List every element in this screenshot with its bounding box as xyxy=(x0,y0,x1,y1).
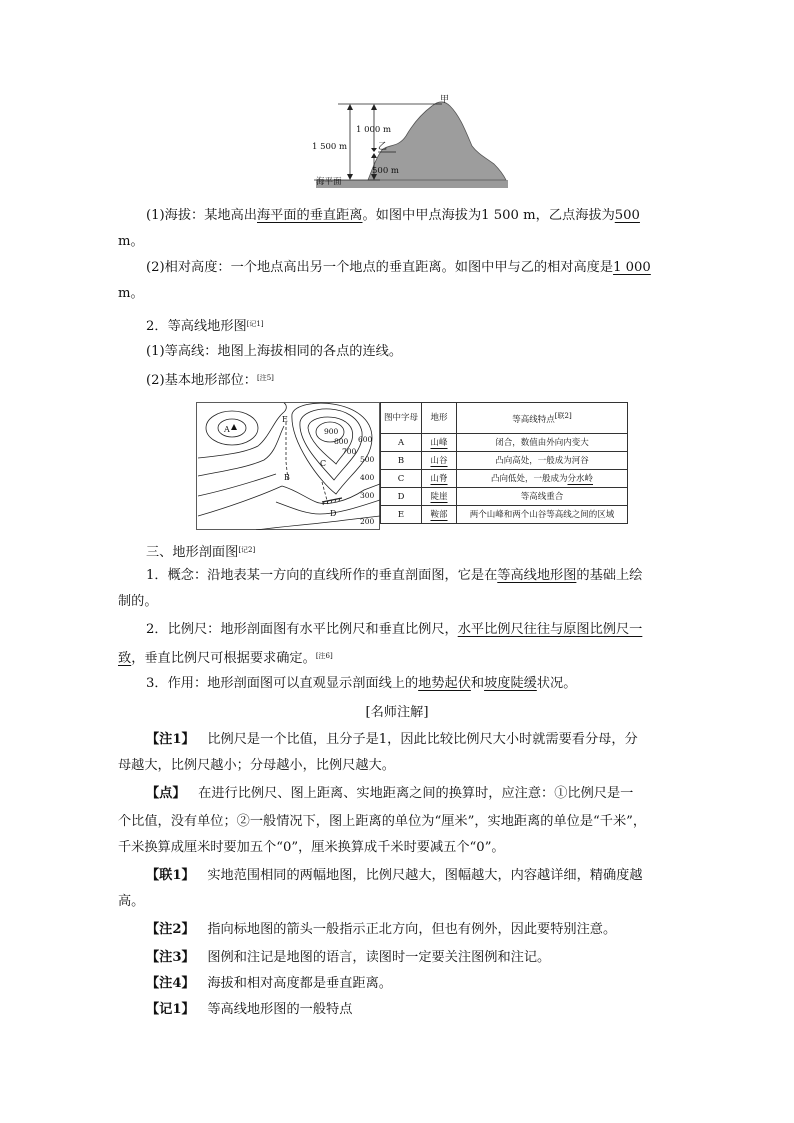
profile-concept: 1．概念：沿地表某一方向的直线所作的垂直剖面图，它是在等高线地形图的基础上绘 xyxy=(146,568,643,583)
peak-label: 甲 xyxy=(440,95,450,105)
contour-400-label: 400 xyxy=(360,473,375,482)
table-row: C 山脊 凸向低处，一般成为分水岭 xyxy=(381,470,628,488)
note-point-cont2: 千米换算成厘米时要加五个“0”，厘米换算成千米时要减五个“0”。 xyxy=(118,840,505,855)
label-500: 500 m xyxy=(372,166,399,176)
contour-600-label: 600 xyxy=(358,435,373,444)
table-row: E 鞍部 两个山峰和两个山谷等高线之间的区域 xyxy=(381,506,628,524)
relative-height-definition: (2)相对高度：一个地点高出另一个地点的垂直距离。如图中甲与乙的相对高度是1 000 xyxy=(146,260,651,275)
contour-line-definition: (1)等高线：地图上海拔相同的各点的连线。 xyxy=(146,344,403,359)
note-4: 【注4】 海拔和相对高度都是垂直距离。 xyxy=(146,976,392,991)
note-link-1-cont: 高。 xyxy=(118,894,145,909)
label-1500: 1 500 m xyxy=(312,142,348,152)
contour-500-label: 500 xyxy=(360,455,375,464)
contour-map xyxy=(196,402,380,530)
label-1000: 1 000 m xyxy=(356,125,392,135)
contour-700-label: 700 xyxy=(342,447,357,456)
terrain-table-header xyxy=(381,403,628,434)
point-d-label: D xyxy=(330,509,337,518)
elevation-diagram xyxy=(310,92,510,190)
note-memo-1: 【记1】 等高线地形图的一般特点 xyxy=(146,1002,353,1017)
point-yi-altitude-answer: 500 xyxy=(614,208,640,223)
header-feature: 等高线特点[联2] xyxy=(457,403,628,434)
table-row: A 山峰 闭合，数值由外向内变大 xyxy=(381,434,628,452)
note-1-cont: 母越大，比例尺越小；分母越小，比例尺越大。 xyxy=(118,758,395,773)
contour-900-label: 900 xyxy=(324,427,339,436)
contour-300-label: 300 xyxy=(360,491,375,500)
table-row: B 山谷 凸向高处，一般成为河谷 xyxy=(381,452,628,470)
note-2: 【注2】 指向标地图的箭头一般指示正北方向，但也有例外，因此要特别注意。 xyxy=(146,922,617,937)
note-link-1: 【联1】 实地范围相同的两幅地图，比例尺越大，图幅越大，内容越详细，精确度越 xyxy=(146,868,643,883)
header-letter: 图中字母 xyxy=(381,403,422,434)
note-point-cont: 个比值，没有单位；②一般情况下，图上距离的单位为“厘米”，实地距离的单位是“千米”， xyxy=(118,814,647,829)
terrain-table xyxy=(380,402,628,524)
relative-height-answer: 1 000 xyxy=(613,260,651,275)
contour-map-heading: 2．等高线地形图[记1] xyxy=(146,319,264,334)
profile-scale-cont: 致，垂直比例尺可根据要求确定。[注6] xyxy=(118,651,333,666)
note-1: 【注1】 比例尺是一个比值，且分子是1，因此比较比例尺大小时就需要看分母，分 xyxy=(146,732,638,747)
ground-strip xyxy=(316,180,508,188)
point-e-label: E xyxy=(282,415,288,424)
profile-concept-cont: 制的。 xyxy=(118,594,158,609)
point-label: 乙 xyxy=(378,142,388,152)
profile-heading: 三、地形剖面图[记2] xyxy=(146,545,256,560)
point-a-label: A xyxy=(224,425,230,434)
contour-200-label: 200 xyxy=(360,517,375,526)
notes-title: [名师注解] xyxy=(365,705,429,720)
relative-height-unit: m。 xyxy=(118,286,144,301)
watershed-answer: 分水岭 xyxy=(567,473,594,484)
header-terrain: 地形 xyxy=(422,403,457,434)
contour-800-label: 800 xyxy=(334,437,349,446)
point-c-label: C xyxy=(320,459,327,468)
note-3: 【注3】 图例和注记是地图的语言，读图时一定要关注图例和注记。 xyxy=(146,950,551,965)
altitude-unit: m。 xyxy=(118,234,144,249)
sea-level-label: 海平面 xyxy=(316,177,342,187)
note-point: 【点】 在进行比例尺、图上距离、实地距离之间的换算时，应注意：①比例尺是一 xyxy=(146,786,634,801)
profile-scale: 2．比例尺：地形剖面图有水平比例尺和垂直比例尺，水平比例尺往往与原图比例尺一 xyxy=(146,622,643,637)
altitude-answer: 海平面的垂直距离 xyxy=(257,208,363,223)
altitude-definition: (1)海拔：某地高出海平面的垂直距离。如图中甲点海拔为1 500 m，乙点海拔为500 xyxy=(146,208,640,223)
terrain-parts-heading: (2)基本地形部位：[注5] xyxy=(146,373,274,388)
point-b-label: B xyxy=(284,473,290,482)
profile-function: 3．作用：地形剖面图可以直观显示剖面线上的地势起伏和坡度陡缓状况。 xyxy=(146,676,577,691)
table-row: D 陡崖 等高线重合 xyxy=(381,488,628,506)
